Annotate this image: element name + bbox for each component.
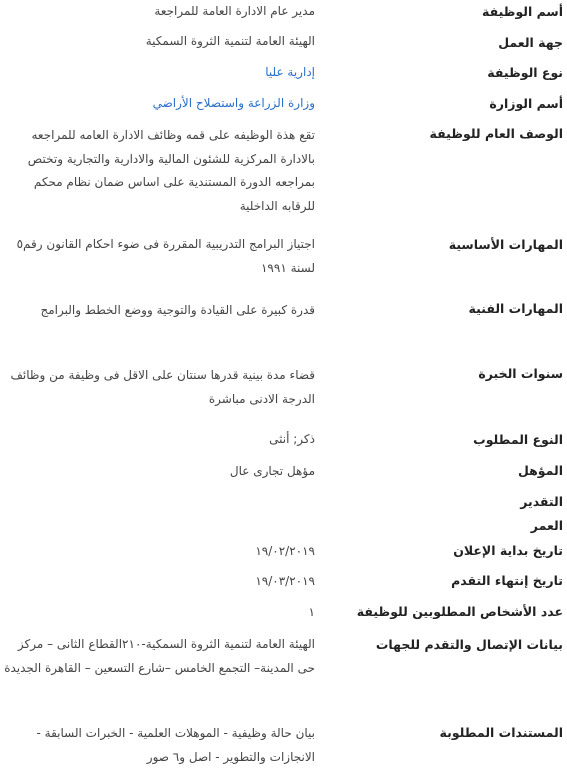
row-application-end: [0, 570, 567, 598]
job-title-value: مدير عام الادارة العامة للمراجعة: [154, 4, 315, 18]
technical-skills-value: قدرة كبيرة على القيادة والتوجية ووضع الخطط والبرامج: [40, 303, 315, 317]
application-end-label: تاريخ إنتهاء التقدم: [451, 573, 563, 588]
age-label: العمر: [530, 518, 563, 533]
row-age: [0, 516, 567, 538]
announcement-start-label: تاريخ بداية الإعلان: [453, 543, 563, 558]
basic-skills-value: اجتياز البرامج التدريبية المقررة فى ضوء احكام القانون رقم٥ لسنة ١٩٩١: [16, 237, 315, 275]
row-contact-info: [0, 633, 567, 711]
employer-label: جهة العمل: [498, 35, 563, 50]
positions-count-value: ١: [308, 605, 315, 619]
row-technical-skills: [0, 299, 567, 351]
job-title-label: أسم الوظيفة: [482, 4, 563, 19]
announcement-start-value: ١٩/٠٢/٢٠١٩: [255, 544, 315, 558]
row-gender: [0, 428, 567, 456]
qualification-label: المؤهل: [517, 463, 563, 478]
required-documents-value: بيان حالة وظيفية - الموهلات العلمية - الخبرات السابقة - الانجازات والتطوير - اصل و٦ صور: [36, 726, 315, 764]
technical-skills-label: المهارات الفنية: [468, 301, 563, 316]
basic-skills-label: المهارات الأساسية: [448, 237, 563, 252]
job-description-value: تقع هذة الوظيفه على قمه وظائف الادارة العامه للمراجعه بالادارة المركزية للشئون المالية والادارية والتجارية وتختص بمراجعه الدورة المستندية على اساس ضمان نظام محكم للرقابه الداخلية: [27, 128, 315, 213]
required-documents-label: المستندات المطلوبة: [439, 725, 563, 740]
row-job-title: [0, 0, 567, 28]
gender-value: ذكر; أنثى: [269, 432, 315, 446]
contact-info-value: الهيئة العامة لتنمية الثروة السمكية-٢١٠القطاع الثانى – مركز حى المدينة– التجمع الخامس –شارع التسعين – القاهرة الجديدة: [4, 637, 315, 675]
job-description-label: الوصف العام للوظيفة: [429, 126, 563, 141]
qualification-value: مؤهل تجارى عال: [229, 464, 315, 478]
application-end-value: ١٩/٠٣/٢٠١٩: [255, 574, 315, 588]
row-announcement-start: [0, 540, 567, 568]
row-required-documents: [0, 722, 567, 772]
row-job-description: [0, 124, 567, 220]
contact-info-label: بيانات الإتصال والتقدم للجهات: [375, 637, 563, 652]
experience-years-label: سنوات الخبرة: [478, 366, 563, 381]
row-qualification: [0, 460, 567, 488]
employer-value: الهيئة العامة لتنمية الثروة السمكية: [145, 34, 315, 48]
row-positions-count: [0, 601, 567, 629]
row-job-type: [0, 61, 567, 89]
row-grade: [0, 492, 567, 514]
job-type-link[interactable]: إدارية عليا: [265, 65, 315, 79]
grade-label: التقدير: [520, 494, 563, 509]
ministry-label: أسم الوزارة: [489, 96, 563, 111]
job-type-label: نوع الوظيفة: [487, 65, 563, 80]
row-basic-skills: [0, 233, 567, 285]
positions-count-label: عدد الأشخاص المطلوبين للوظيفة: [356, 604, 563, 619]
experience-years-value: قضاء مدة بينية قدرها سنتان على الاقل فى وظيفة من وظائف الدرجة الادنى مباشرة: [10, 368, 315, 406]
gender-label: النوع المطلوب: [473, 432, 563, 447]
row-employer: [0, 30, 567, 58]
row-ministry: [0, 92, 567, 120]
row-experience-years: [0, 364, 567, 416]
ministry-link[interactable]: وزارة الزراعة واستصلاح الأراضي: [152, 96, 315, 110]
